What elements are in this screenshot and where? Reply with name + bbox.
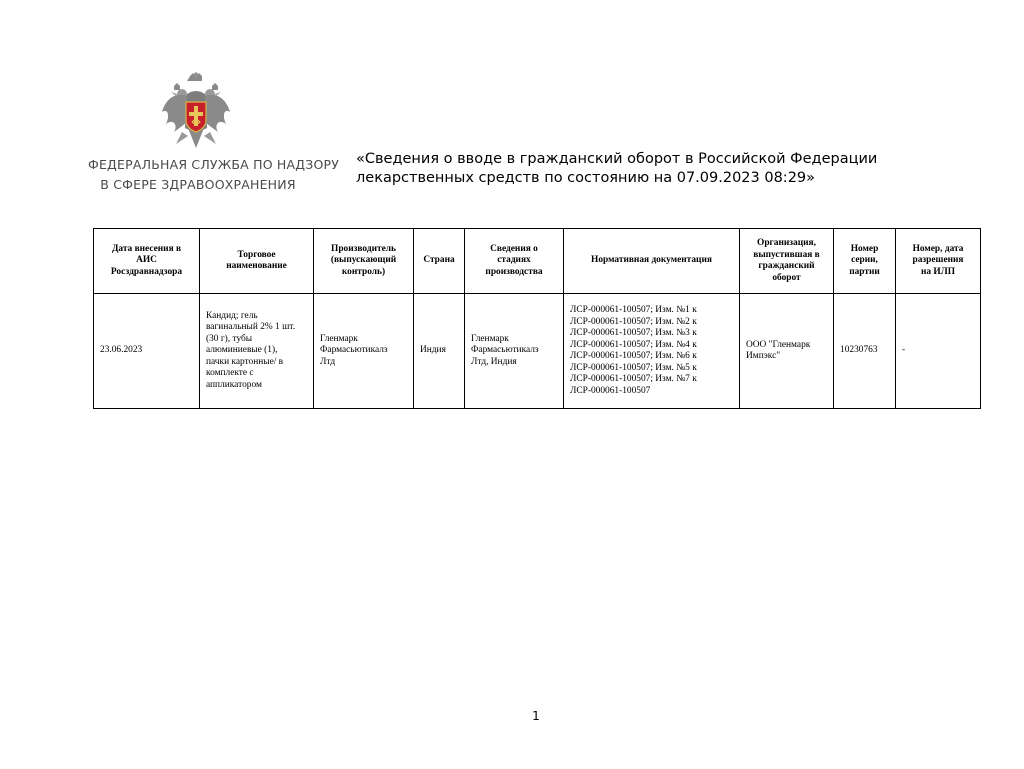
header-text-line: Производитель bbox=[331, 243, 396, 254]
cell-text-line: ЛСР-000061-100507; Изм. №6 к bbox=[570, 351, 697, 361]
organization-name-line1: ФЕДЕРАЛЬНАЯ СЛУЖБА ПО НАДЗОРУ bbox=[88, 157, 340, 172]
emblem-logo bbox=[160, 72, 232, 150]
header-text-line: Страна bbox=[423, 255, 455, 266]
cell-text-line: Кандид; гель bbox=[206, 310, 258, 321]
header-text-line: контроль) bbox=[341, 266, 386, 277]
cell-text-line: алюминиевые (1), bbox=[206, 345, 278, 356]
header-text-line: (выпускающий bbox=[330, 255, 397, 266]
header-text-line: Росздравнадзора bbox=[110, 266, 183, 277]
cell-text-line: вагинальный 2% 1 шт. bbox=[206, 322, 296, 333]
cell-text-line: ЛСР-000061-100507; Изм. №7 к bbox=[570, 374, 697, 384]
header-text-line: Сведения о bbox=[490, 243, 538, 254]
cell-text-line: Гленмарк bbox=[471, 333, 509, 344]
header-date-added bbox=[94, 229, 200, 294]
table-header-row bbox=[94, 229, 981, 294]
header-text-line: Номер bbox=[850, 243, 879, 254]
header-release-organization bbox=[740, 229, 834, 294]
cell-text-line: аппликатором bbox=[206, 379, 262, 390]
header-text-line: серии, bbox=[851, 255, 878, 266]
cell-text-line: ЛСР-000061-100507; Изм. №5 к bbox=[570, 362, 697, 373]
registry-table bbox=[93, 228, 981, 409]
cell-text-line: Гленмарк bbox=[320, 333, 358, 344]
header-text-line: на ИЛП bbox=[920, 266, 955, 277]
cell-text-line: 10230763 bbox=[840, 345, 878, 356]
cell-text-line: Импэкс" bbox=[746, 351, 781, 361]
header-text-line: Дата внесения в bbox=[111, 243, 182, 254]
organization-name bbox=[88, 155, 340, 195]
header-ilp-permit bbox=[896, 229, 981, 294]
table-row bbox=[94, 294, 981, 409]
cell-release-organization bbox=[740, 294, 834, 409]
cell-production-stages bbox=[465, 294, 564, 409]
document-title-line2: лекарственных средств по состоянию на 07.09.2023 08:29» bbox=[356, 170, 816, 186]
cell-ilp-permit bbox=[896, 294, 981, 409]
cell-batch-number bbox=[834, 294, 896, 409]
header-text-line: производства bbox=[485, 266, 543, 277]
cell-regulatory-docs bbox=[564, 294, 740, 409]
cell-text-line: Лтд, Индия bbox=[471, 356, 517, 367]
cell-text-line: комплекте с bbox=[206, 368, 254, 379]
cell-text-line: ЛСР-000061-100507; Изм. №4 к bbox=[570, 339, 697, 350]
header-text-line: гражданский bbox=[758, 261, 815, 271]
document-title-line1: «Сведения о вводе в гражданский оборот в Российской Федерации bbox=[356, 151, 878, 167]
cell-text-line: пачки картонные/ в bbox=[206, 356, 284, 367]
cell-country bbox=[414, 294, 465, 409]
organization-name-line2: В СФЕРЕ ЗДРАВООХРАНЕНИЯ bbox=[100, 177, 296, 192]
header-text-line: Нормативная документация bbox=[591, 255, 712, 266]
header-text-line: наименование bbox=[226, 261, 287, 271]
cell-text-line: ЛСР-000061-100507 bbox=[570, 385, 651, 396]
cell-text-line: ЛСР-000061-100507; Изм. №3 к bbox=[570, 328, 697, 338]
cell-text-line: (30 г), тубы bbox=[206, 333, 253, 344]
table-body bbox=[94, 294, 981, 409]
header-text-line: выпустившая в bbox=[753, 249, 820, 260]
header-text-line: Номер, дата bbox=[912, 243, 964, 254]
header-trade-name bbox=[200, 229, 314, 294]
header-text-line: Организация, bbox=[757, 238, 816, 248]
header-text-line: АИС bbox=[136, 255, 157, 266]
header-text-line: Торговое bbox=[237, 249, 276, 260]
header-text-line: оборот bbox=[772, 272, 801, 283]
double-headed-eagle-emblem-icon bbox=[160, 72, 232, 150]
header-batch-number bbox=[834, 229, 896, 294]
cell-text-line: 23.06.2023 bbox=[100, 345, 143, 356]
cell-text-line: Индия bbox=[420, 345, 446, 356]
cell-date-added bbox=[94, 294, 200, 409]
cell-manufacturer bbox=[314, 294, 414, 409]
cell-text-line: - bbox=[902, 345, 906, 356]
header-country bbox=[414, 229, 465, 294]
cell-trade-name bbox=[200, 294, 314, 409]
cell-text-line: ЛСР-000061-100507; Изм. №1 к bbox=[570, 305, 697, 315]
document-title bbox=[356, 150, 956, 188]
header-text-line: стадиях bbox=[497, 255, 531, 266]
cell-text-line: ЛСР-000061-100507; Изм. №2 к bbox=[570, 316, 697, 327]
header-manufacturer bbox=[314, 229, 414, 294]
page-number: 1 bbox=[532, 709, 540, 723]
cell-text-line: Фармасьютикалз bbox=[320, 345, 388, 356]
cell-text-line: Фармасьютикалз bbox=[471, 345, 539, 356]
cell-text-line: ООО "Гленмарк bbox=[746, 339, 811, 350]
header-text-line: разрешения bbox=[912, 255, 964, 266]
header-production-stages bbox=[465, 229, 564, 294]
header-text-line: партии bbox=[849, 266, 880, 277]
cell-text-line: Лтд bbox=[320, 356, 336, 367]
header-regulatory-docs bbox=[564, 229, 740, 294]
